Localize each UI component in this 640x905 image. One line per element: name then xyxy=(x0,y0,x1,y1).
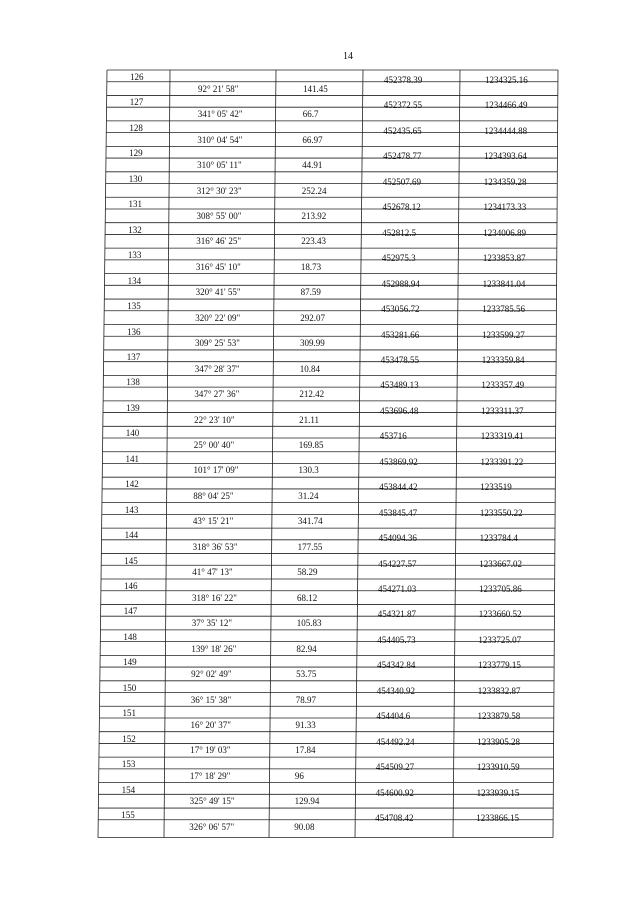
y-coordinate: 1234006.89 xyxy=(483,227,526,238)
x-coordinate: 452378.39 xyxy=(384,75,423,85)
x-coordinate: 454340.92 xyxy=(376,685,416,696)
distance-value: 17.84 xyxy=(295,745,316,756)
point-number: 150 xyxy=(122,682,137,693)
distance-value: 223.43 xyxy=(301,236,326,247)
distance-value: 78.97 xyxy=(295,694,317,705)
page-number: 14 xyxy=(343,51,353,62)
point-number: 147 xyxy=(123,606,138,617)
x-coordinate: 454404.6 xyxy=(376,711,411,722)
x-coordinate: 453716 xyxy=(379,431,407,442)
x-coordinate: 454227.57 xyxy=(378,558,417,569)
y-coordinate: 1233660.52 xyxy=(478,609,522,620)
distance-value: 66.7 xyxy=(302,109,319,120)
bearing-value: 316° 46' 25" xyxy=(196,236,242,247)
distance-value: 53.75 xyxy=(296,669,317,680)
x-coordinate: 453478.55 xyxy=(380,354,419,365)
y-coordinate: 1233391.22 xyxy=(480,456,524,467)
x-coordinate: 452678.12 xyxy=(382,202,421,213)
y-coordinate: 1233359.84 xyxy=(481,354,525,365)
bearing-value: 325° 49' 15" xyxy=(189,796,235,807)
x-coordinate: 453489.13 xyxy=(380,380,419,391)
bearing-value: 25° 00' 40" xyxy=(193,440,235,451)
y-coordinate: 1234444.88 xyxy=(484,125,528,136)
bearing-value: 316° 45' 10" xyxy=(195,261,241,272)
x-coordinate: 453281.66 xyxy=(381,329,420,340)
x-coordinate: 453845.47 xyxy=(378,507,418,518)
distance-value: 66.97 xyxy=(302,134,323,145)
point-number: 142 xyxy=(125,479,139,490)
x-coordinate: 454271.03 xyxy=(378,584,417,594)
x-coordinate: 452507.69 xyxy=(382,176,422,187)
distance-value: 130.3 xyxy=(298,465,319,476)
point-number: 136 xyxy=(127,326,141,337)
x-coordinate: 452478.77 xyxy=(383,151,422,162)
y-coordinate: 1233832.87 xyxy=(477,685,521,696)
point-number: 148 xyxy=(123,631,137,642)
point-number: 143 xyxy=(124,504,139,515)
y-coordinate: 1233841.04 xyxy=(482,278,526,289)
bearing-value: 341° 05' 42" xyxy=(197,109,243,120)
point-number: 127 xyxy=(129,97,144,108)
x-coordinate: 454708.42 xyxy=(375,813,414,824)
x-coordinate: 452812.5 xyxy=(382,227,416,238)
distance-value: 87.59 xyxy=(300,287,321,298)
x-coordinate: 452372.55 xyxy=(383,100,422,111)
x-coordinate: 454600.92 xyxy=(375,787,414,798)
bearing-value: 318° 36' 53" xyxy=(192,541,238,552)
point-number: 130 xyxy=(128,173,143,184)
y-coordinate: 1233866.15 xyxy=(476,813,520,824)
distance-value: 213.92 xyxy=(301,210,327,221)
table-border-left xyxy=(98,70,107,838)
bearing-value: 308° 55' 00" xyxy=(196,210,242,221)
y-coordinate: 1233779.15 xyxy=(478,660,521,671)
y-coordinate: 1233599.27 xyxy=(482,329,525,340)
x-coordinate: 454342.84 xyxy=(377,660,416,671)
y-coordinate: 1233784.4 xyxy=(479,533,518,544)
y-coordinate: 1233550.22 xyxy=(479,507,523,518)
bearing-value: 320° 22' 09" xyxy=(195,312,241,323)
point-number: 153 xyxy=(121,759,136,770)
distance-value: 21.11 xyxy=(299,414,320,425)
distance-value: 96 xyxy=(294,770,304,781)
x-coordinate: 453696.48 xyxy=(380,405,419,416)
point-number: 154 xyxy=(121,784,136,795)
distance-value: 105.83 xyxy=(296,618,322,629)
y-coordinate: 1233667.02 xyxy=(479,558,523,569)
y-coordinate: 1234359.28 xyxy=(483,176,527,187)
table-border-right xyxy=(553,70,558,838)
x-coordinate: 453869.92 xyxy=(379,456,418,467)
point-number: 131 xyxy=(128,199,142,210)
distance-value: 10.84 xyxy=(299,363,320,374)
point-number: 144 xyxy=(124,530,139,541)
bearing-value: 312° 30' 23" xyxy=(196,185,242,196)
column-divider-x xyxy=(355,70,363,838)
distance-value: 91.33 xyxy=(295,719,316,730)
point-number: 145 xyxy=(124,555,138,566)
y-coordinate: 1233939.15 xyxy=(476,787,520,798)
y-coordinate: 1233853.87 xyxy=(482,253,526,264)
distance-value: 141.45 xyxy=(303,83,328,94)
point-number: 155 xyxy=(121,810,135,821)
point-number: 128 xyxy=(129,122,143,133)
distance-value: 31.24 xyxy=(298,490,319,501)
y-coordinate: 1233705.86 xyxy=(479,584,522,594)
point-number: 146 xyxy=(124,581,138,591)
bearing-value: 43° 15' 21" xyxy=(192,516,234,527)
y-coordinate: 1233311.37 xyxy=(481,405,524,416)
bearing-value: 310° 04' 54" xyxy=(197,134,243,145)
x-coordinate: 454321.87 xyxy=(377,609,416,620)
bearing-value: 101° 17' 09" xyxy=(193,465,239,476)
x-coordinate: 454492.24 xyxy=(376,736,415,747)
point-number: 152 xyxy=(122,733,136,744)
distance-value: 129.94 xyxy=(294,796,320,807)
x-coordinate: 454094.36 xyxy=(378,533,417,544)
point-number: 134 xyxy=(127,275,142,286)
bearing-value: 92° 02' 49" xyxy=(191,669,232,680)
point-number: 138 xyxy=(126,377,140,388)
x-coordinate: 453056.72 xyxy=(381,304,420,315)
bearing-value: 309° 25' 53" xyxy=(195,338,240,349)
bearing-value: 139° 18' 26" xyxy=(191,643,237,654)
distance-value: 90.08 xyxy=(294,821,315,832)
distance-value: 292.07 xyxy=(300,312,326,323)
distance-value: 252.24 xyxy=(301,185,327,196)
distance-value: 82.94 xyxy=(296,643,317,654)
y-coordinate: 1233879.58 xyxy=(477,711,521,722)
y-coordinate: 1233357.49 xyxy=(481,380,525,391)
y-coordinate: 1233519 xyxy=(480,482,512,493)
y-coordinate: 1234173.33 xyxy=(483,202,527,213)
distance-value: 177.55 xyxy=(297,541,323,552)
x-coordinate: 453844.42 xyxy=(379,482,418,493)
point-number: 151 xyxy=(122,708,136,719)
distance-value: 212.42 xyxy=(299,389,325,400)
bearing-value: 347° 27' 36" xyxy=(194,389,240,400)
y-coordinate: 1233725.07 xyxy=(478,634,522,645)
x-coordinate: 452975.3 xyxy=(381,253,416,264)
bearing-value: 37° 35' 12" xyxy=(191,618,233,629)
x-coordinate: 452988.94 xyxy=(381,278,420,289)
column-divider-y xyxy=(453,70,460,838)
x-coordinate: 454405.73 xyxy=(377,634,416,645)
bearing-value: 347° 28' 37" xyxy=(194,363,240,374)
point-number: 140 xyxy=(125,428,140,439)
bearing-value: 16° 20' 37" xyxy=(190,719,231,730)
distance-value: 309.99 xyxy=(300,338,325,349)
column-divider-distance xyxy=(269,70,276,838)
bearing-value: 36° 15' 38" xyxy=(190,694,232,705)
point-number: 133 xyxy=(127,250,142,261)
y-coordinate: 1234393.64 xyxy=(484,151,527,162)
y-coordinate: 1233319.41 xyxy=(480,431,524,442)
point-number: 137 xyxy=(126,351,141,362)
point-number: 135 xyxy=(127,301,141,312)
point-number: 129 xyxy=(129,148,143,159)
bearing-value: 310° 05' 11" xyxy=(197,160,242,171)
y-coordinate: 1233910.59 xyxy=(476,762,520,773)
distance-value: 169.85 xyxy=(298,440,324,451)
bearing-value: 22° 23' 10" xyxy=(194,414,235,425)
x-coordinate: 454509.27 xyxy=(375,762,415,773)
y-coordinate: 1233905.28 xyxy=(477,736,520,747)
point-number: 126 xyxy=(130,72,144,82)
bearing-value: 320° 41' 55" xyxy=(195,287,241,298)
distance-value: 18.73 xyxy=(300,261,322,272)
bearing-value: 88° 04' 25" xyxy=(193,490,234,501)
bearing-value: 41° 47' 13" xyxy=(192,567,233,578)
point-number: 132 xyxy=(128,224,142,235)
point-number: 149 xyxy=(123,657,137,668)
bearing-value: 326° 06' 57" xyxy=(189,821,235,832)
point-number: 139 xyxy=(126,402,140,413)
distance-value: 341.74 xyxy=(297,516,323,527)
bearing-value: 17° 19' 03" xyxy=(190,745,231,756)
point-number: 141 xyxy=(125,453,139,464)
column-divider-bearing xyxy=(164,70,170,838)
distance-value: 44.91 xyxy=(302,160,323,171)
bearing-value: 318° 16' 22" xyxy=(192,592,237,603)
y-coordinate: 1234466.49 xyxy=(484,100,528,111)
y-coordinate: 1234325.16 xyxy=(485,75,528,85)
bearing-value: 92° 21' 58" xyxy=(198,83,239,94)
x-coordinate: 452435.65 xyxy=(383,125,422,136)
bearing-value: 17° 18' 29" xyxy=(189,770,231,781)
distance-value: 58.29 xyxy=(297,567,318,578)
y-coordinate: 1233785.56 xyxy=(482,304,526,315)
distance-value: 68.12 xyxy=(297,592,318,603)
